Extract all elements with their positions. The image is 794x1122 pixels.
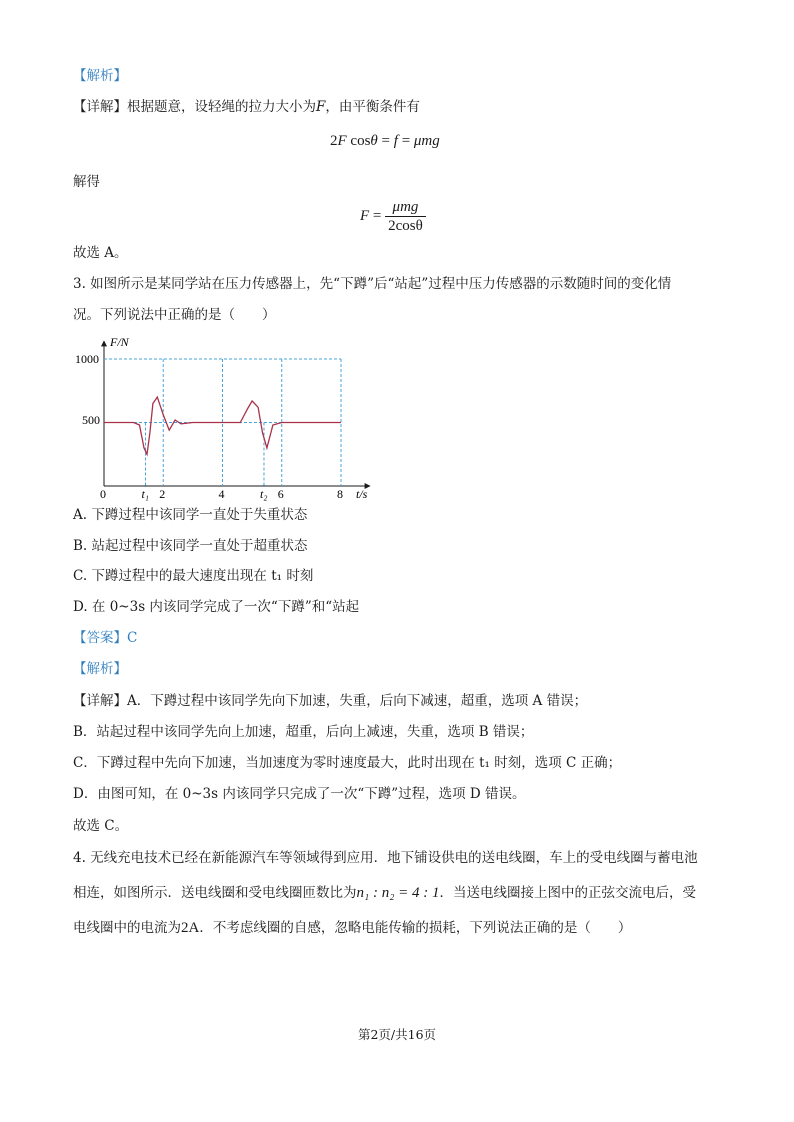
page-footer: 第2页/共16页 bbox=[357, 1027, 437, 1042]
q4-text-d: ．不考虑线圈的自感，忽略电能传输的损耗，下列说法正确的是（ ） bbox=[199, 920, 632, 936]
explain-d: D．由图可知，在 0~3s 内该同学只完成了一次“下蹲”过程，选项 D 错误。 bbox=[73, 786, 526, 802]
equation-solution bbox=[360, 198, 426, 235]
choose-a: 故选 A。 bbox=[73, 245, 128, 261]
equation-balance bbox=[330, 133, 440, 150]
detail-paragraph bbox=[73, 97, 420, 117]
solve-label: 解得 bbox=[73, 174, 100, 190]
choose-c: 故选 C。 bbox=[73, 818, 129, 834]
sol-var: F bbox=[360, 207, 370, 224]
option-c: C. 下蹲过程中的最大速度出现在 t₁ 时刻 bbox=[73, 568, 314, 584]
x-tick-label: t₁ bbox=[141, 487, 149, 501]
y-tick-1000: 1000 bbox=[75, 352, 99, 366]
x-ticks bbox=[100, 487, 343, 501]
analysis-tag: 【解析】 bbox=[73, 68, 127, 84]
q3-stem-line2: 况。下列说法中正确的是（ ） bbox=[73, 307, 276, 323]
y-tick-500: 500 bbox=[82, 413, 100, 427]
sol-denominator: 2cosθ bbox=[388, 218, 423, 234]
eq-cos: cos bbox=[350, 133, 371, 149]
option-a: A. 下蹲过程中该同学一直处于失重状态 bbox=[73, 507, 308, 523]
q4-stem-line3 bbox=[73, 918, 631, 938]
x-axis-label: t/s bbox=[356, 487, 368, 501]
x-tick-label: 4 bbox=[218, 487, 225, 501]
force-var: F bbox=[316, 99, 326, 115]
sol-fraction bbox=[385, 198, 426, 235]
q4-text-b: ．当送电线圈接上图中的正弦交流电后，受 bbox=[439, 885, 697, 901]
sol-numerator: μmg bbox=[385, 198, 426, 217]
y-axis-label: F/N bbox=[110, 335, 129, 349]
explain-c: C．下蹲过程中先向下加速，当加速度为零时速度最大，此时出现在 t₁ 时刻，选项 C 正确； bbox=[73, 755, 622, 771]
sol-equals: = bbox=[369, 207, 386, 224]
answer-tag: 【答案】C bbox=[73, 630, 138, 646]
eq-var-f: F bbox=[337, 133, 347, 149]
q4-stem-line1: 4. 无线充电技术已经在新能源汽车等领域得到应用．地下铺设供电的送电线圈，车上的受电线圈与蓄电池 bbox=[73, 850, 698, 866]
answer-line bbox=[73, 628, 137, 648]
detail-text: 【详解】根据题意，设轻绳的拉力大小为 bbox=[73, 99, 316, 115]
q4-stem-line2 bbox=[73, 883, 696, 903]
force-time-chart bbox=[70, 335, 380, 505]
eq-equals-2: = bbox=[397, 133, 414, 149]
q4-text-a: 相连，如图所示．送电线圈和受电线圈匝数比为 bbox=[73, 885, 357, 901]
x-tick-label: 0 bbox=[100, 487, 106, 501]
option-d: D. 在 0~3s 内该同学完成了一次“下蹲”和“站起 bbox=[73, 599, 360, 615]
explain-a: 【详解】A．下蹲过程中该同学先向下加速，失重，后向下减速，超重，选项 A 错误； bbox=[73, 693, 588, 709]
eq-equals: = bbox=[377, 133, 394, 149]
explain-b: B．站起过程中该同学先向上加速，超重，后向上减速，失重，选项 B 错误； bbox=[73, 724, 534, 740]
x-tick-label: 6 bbox=[277, 487, 284, 501]
current-value: 2A bbox=[181, 920, 200, 936]
x-tick-label: 8 bbox=[337, 487, 343, 501]
x-tick-label: t₂ bbox=[259, 487, 268, 501]
eq-theta: θ bbox=[370, 133, 378, 149]
analysis-tag-2: 【解析】 bbox=[73, 661, 127, 677]
option-b: B. 站起过程中该同学一直处于超重状态 bbox=[73, 538, 308, 554]
eq-coef: 2 bbox=[330, 133, 338, 149]
q4-text-c: 电线圈中的电流为 bbox=[73, 920, 181, 936]
turns-ratio: n₁ : n₂ = 4 : 1 bbox=[356, 885, 440, 901]
detail-text-end: ，由平衡条件有 bbox=[325, 99, 420, 115]
q3-stem-line1: 3. 如图所示是某同学站在压力传感器上，先“下蹲”后“站起”过程中压力传感器的示数随时间的变化情 bbox=[73, 276, 672, 292]
eq-friction: f bbox=[393, 133, 398, 149]
x-tick-label: 2 bbox=[159, 487, 166, 501]
eq-mu-mg: μmg bbox=[413, 133, 440, 149]
